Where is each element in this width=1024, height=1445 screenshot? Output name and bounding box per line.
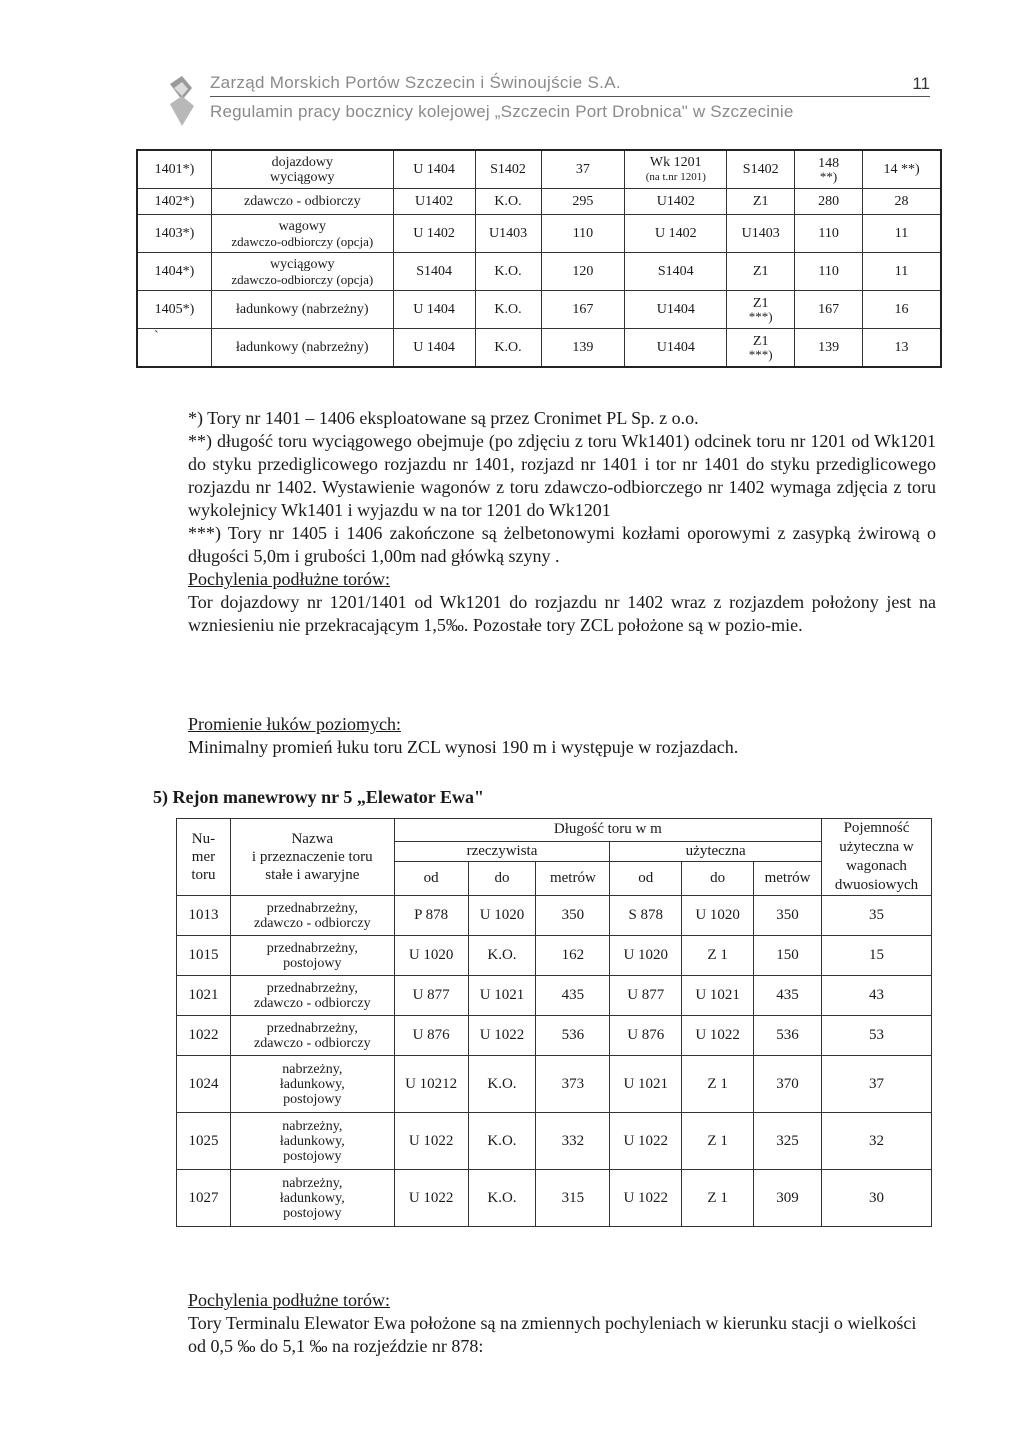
usable-from: U1402: [625, 189, 727, 215]
usable-from: S 878: [610, 896, 682, 936]
usable-to: Z 1: [682, 1170, 754, 1227]
actual-from: P 878: [394, 896, 468, 936]
table-header-row: [177, 819, 932, 842]
slopes-heading: Pochylenia podłużne torów:: [188, 569, 390, 589]
actual-meters: 37: [541, 151, 625, 189]
usable-to: S1402: [727, 151, 795, 189]
section-5-title: 5) Rejon manewrowy nr 5 „Elewator Ewa": [153, 787, 484, 807]
track-name: zdawczo - odbiorczy: [211, 189, 393, 215]
usable-meters: 167: [795, 291, 863, 329]
radius-text: Minimalny promień łuku toru ZCL wynosi 190 m i występuje w rozjazdach.: [188, 737, 739, 757]
usable-from: S1404: [625, 253, 727, 291]
actual-to: U1403: [475, 215, 541, 253]
actual-from: U 1404: [393, 151, 475, 189]
actual-to: K.O.: [475, 329, 541, 367]
track-name: nabrzeżny, ładunkowy, postojowy: [230, 1113, 394, 1170]
usable-to: Z 1: [682, 1056, 754, 1113]
capacity: 35: [821, 896, 931, 936]
actual-from: U 1022: [394, 1113, 468, 1170]
usable-to: Z 1: [682, 1113, 754, 1170]
table-row: [138, 215, 941, 253]
actual-meters: 373: [536, 1056, 610, 1113]
note-2: **) długość toru wyciągowego obejmuje (po zdjęciu z toru Wk1401) odcinek toru nr 1201 od Wk1201 do styku przediglicowego rozjazdu nr 1401, rozjazd nr 1401 i tor nr 1401 do styku przediglicowego rozjazdu nr 1402. Wystawienie wagonów z toru zdawczo-odbiorczego nr 1402 wymaga zdjęcia z toru wykolejnicy Wk1401 i wyjazdu w na tor 1201 do Wk1201: [188, 431, 936, 520]
actual-to: K.O.: [475, 291, 541, 329]
track-number: 1013: [177, 896, 231, 936]
usable-meters: 139: [795, 329, 863, 367]
actual-meters: 536: [536, 1016, 610, 1056]
table-row: [177, 1056, 932, 1113]
track-name: nabrzeżny, ładunkowy, postojowy: [230, 1056, 394, 1113]
usable-from: U 1022: [610, 1170, 682, 1227]
actual-meters: 139: [541, 329, 625, 367]
table-row: [138, 291, 941, 329]
capacity: 43: [821, 976, 931, 1016]
actual-meters: 167: [541, 291, 625, 329]
track-number: 1405*): [138, 291, 212, 329]
table-row: [138, 253, 941, 291]
table-row: [177, 1113, 932, 1170]
capacity: 15: [821, 936, 931, 976]
footer-slopes-text: Tory Terminalu Elewator Ewa położone są na zmiennych pochyleniach w kierunku stacji o wielkości od 0,5 ‰ do 5,1 ‰ na rozjeździe nr 878:: [188, 1313, 917, 1356]
actual-meters: 295: [541, 189, 625, 215]
usable-meters: 325: [754, 1113, 822, 1170]
capacity: 11: [863, 253, 941, 291]
capacity: 16: [863, 291, 941, 329]
track-number: 1015: [177, 936, 231, 976]
radius-block: [188, 713, 936, 759]
footer-slopes-heading: Pochylenia podłużne torów:: [188, 1290, 390, 1310]
actual-from: U 1404: [393, 291, 475, 329]
col-usable-header: użyteczna: [610, 841, 822, 862]
actual-from: U 1022: [394, 1170, 468, 1227]
notes-block: [188, 407, 936, 637]
track-name: dojazdowy wyciągowy: [211, 151, 393, 189]
actual-from: U 877: [394, 976, 468, 1016]
usable-meters: 280: [795, 189, 863, 215]
elewator-ewa-tracks-table: [176, 818, 932, 1227]
note-3: ***) Tory nr 1405 i 1406 zakończone są żelbetonowymi kozłami oporowymi z zasypką żwirową o długości 5,0m i grubości 1,00m nad główką szyny .: [188, 523, 936, 566]
capacity: 11: [863, 215, 941, 253]
table-row: [177, 1170, 932, 1227]
capacity: 14 **): [863, 151, 941, 189]
track-number: 1021: [177, 976, 231, 1016]
actual-from: U1402: [393, 189, 475, 215]
usable-from: U1404: [625, 291, 727, 329]
actual-from: S1404: [393, 253, 475, 291]
usable-to: Z1 ***): [727, 291, 795, 329]
actual-meters: 120: [541, 253, 625, 291]
table-row: [138, 151, 941, 189]
actual-to: U 1021: [468, 976, 536, 1016]
capacity: 13: [863, 329, 941, 367]
usable-from: U 876: [610, 1016, 682, 1056]
usable-meters: 536: [754, 1016, 822, 1056]
usable-meters: 110: [795, 253, 863, 291]
col-actual-from: od: [394, 862, 468, 896]
usable-meters: 435: [754, 976, 822, 1016]
track-number: 1404*): [138, 253, 212, 291]
organization-name: Zarząd Morskich Portów Szczecin i Świnoujście S.A.: [210, 73, 621, 92]
actual-meters: 435: [536, 976, 610, 1016]
actual-to: K.O.: [475, 253, 541, 291]
actual-to: K.O.: [475, 189, 541, 215]
track-name: wagowy zdawczo-odbiorczy (opcja): [211, 215, 393, 253]
actual-to: U 1020: [468, 896, 536, 936]
actual-to: S1402: [475, 151, 541, 189]
track-name: przednabrzeżny, postojowy: [230, 936, 394, 976]
table-row: [177, 936, 932, 976]
track-name: przednabrzeżny, zdawczo - odbiorczy: [230, 1016, 394, 1056]
track-number: `: [138, 329, 212, 367]
actual-to: U 1022: [468, 1016, 536, 1056]
usable-from: U 1022: [610, 1113, 682, 1170]
table-row: [177, 1016, 932, 1056]
company-logo-icon: [168, 74, 196, 130]
usable-meters: 148 **): [795, 151, 863, 189]
actual-to: K.O.: [468, 1170, 536, 1227]
track-number: 1401*): [138, 151, 212, 189]
header-rule: [210, 96, 930, 97]
track-number: 1024: [177, 1056, 231, 1113]
usable-to: Z1: [727, 189, 795, 215]
usable-from: Wk 1201 (na t.nr 1201): [625, 151, 727, 189]
actual-to: K.O.: [468, 1113, 536, 1170]
track-number: 1027: [177, 1170, 231, 1227]
actual-to: K.O.: [468, 936, 536, 976]
page-number: 11: [912, 74, 930, 93]
footer-block: [188, 1289, 936, 1358]
track-name: przednabrzeżny, zdawczo - odbiorczy: [230, 896, 394, 936]
usable-to: Z 1: [682, 936, 754, 976]
actual-meters: 110: [541, 215, 625, 253]
col-usable-from: od: [610, 862, 682, 896]
actual-from: U 1404: [393, 329, 475, 367]
actual-meters: 162: [536, 936, 610, 976]
page-header: [150, 66, 930, 136]
capacity: 32: [821, 1113, 931, 1170]
col-actual-header: rzeczywista: [394, 841, 610, 862]
col-name-header: Nazwa i przeznaczenie toru stałe i awaryjne: [230, 819, 394, 896]
col-number-header: Nu- mer toru: [177, 819, 231, 896]
track-name: nabrzeżny, ładunkowy, postojowy: [230, 1170, 394, 1227]
note-1: *) Tory nr 1401 – 1406 eksploatowane są przez Cronimet PL Sp. z o.o.: [188, 408, 699, 428]
col-capacity-header: Pojemność użyteczna w wagonach dwuosiowych: [821, 819, 931, 896]
radius-heading: Promienie łuków poziomych:: [188, 714, 401, 734]
track-name: ładunkowy (nabrzeżny): [211, 291, 393, 329]
tracks-table-continued: [137, 150, 941, 367]
usable-from: U 877: [610, 976, 682, 1016]
table-row: [138, 189, 941, 215]
usable-to: U 1021: [682, 976, 754, 1016]
table-row: [138, 329, 941, 367]
actual-meters: 350: [536, 896, 610, 936]
usable-from: U 1402: [625, 215, 727, 253]
usable-meters: 370: [754, 1056, 822, 1113]
usable-to: Z1: [727, 253, 795, 291]
col-length-header: Długość toru w m: [394, 819, 821, 842]
actual-to: K.O.: [468, 1056, 536, 1113]
usable-to: U1403: [727, 215, 795, 253]
usable-to: U 1022: [682, 1016, 754, 1056]
slopes-text: Tor dojazdowy nr 1201/1401 od Wk1201 do rozjazdu nr 1402 wraz z rozjazdem położony jest na wzniesieniu nie przekracającym 1,5‰. Pozostałe tory ZCL położone są w pozio-mie.: [188, 592, 936, 635]
track-number: 1025: [177, 1113, 231, 1170]
actual-from: U 876: [394, 1016, 468, 1056]
track-number: 1402*): [138, 189, 212, 215]
regulation-title: Regulamin pracy bocznicy kolejowej „Szczecin Port Drobnica" w Szczecinie: [210, 102, 794, 121]
actual-meters: 315: [536, 1170, 610, 1227]
usable-from: U 1020: [610, 936, 682, 976]
usable-meters: 350: [754, 896, 822, 936]
actual-from: U 1020: [394, 936, 468, 976]
capacity: 37: [821, 1056, 931, 1113]
usable-to: Z1 ***): [727, 329, 795, 367]
track-number: 1022: [177, 1016, 231, 1056]
track-name: przednabrzeżny, zdawczo - odbiorczy: [230, 976, 394, 1016]
usable-from: U1404: [625, 329, 727, 367]
col-usable-to: do: [682, 862, 754, 896]
track-name: ładunkowy (nabrzeżny): [211, 329, 393, 367]
capacity: 53: [821, 1016, 931, 1056]
usable-meters: 110: [795, 215, 863, 253]
usable-meters: 309: [754, 1170, 822, 1227]
track-number: 1403*): [138, 215, 212, 253]
actual-from: U 1402: [393, 215, 475, 253]
table-row: [177, 896, 932, 936]
actual-meters: 332: [536, 1113, 610, 1170]
capacity: 28: [863, 189, 941, 215]
capacity: 30: [821, 1170, 931, 1227]
usable-from: U 1021: [610, 1056, 682, 1113]
usable-to: U 1020: [682, 896, 754, 936]
col-usable-meters: metrów: [754, 862, 822, 896]
actual-from: U 10212: [394, 1056, 468, 1113]
col-actual-to: do: [468, 862, 536, 896]
track-name: wyciągowy zdawczo-odbiorczy (opcja): [211, 253, 393, 291]
table-row: [177, 976, 932, 1016]
usable-meters: 150: [754, 936, 822, 976]
col-actual-meters: metrów: [536, 862, 610, 896]
